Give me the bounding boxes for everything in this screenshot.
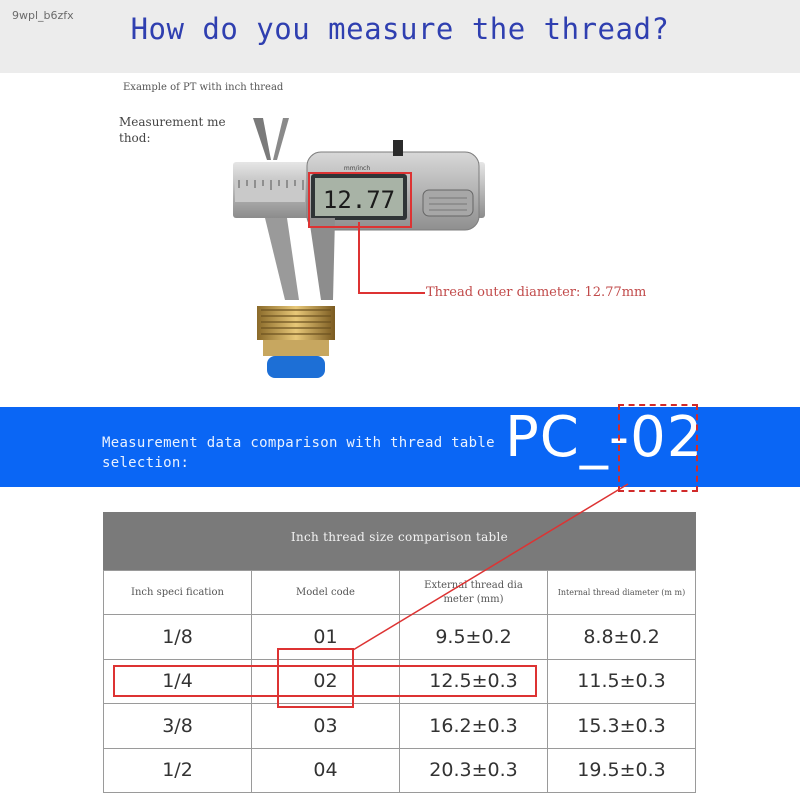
page-title: How do you measure the thread? bbox=[130, 12, 670, 46]
outer-diameter-callout: Thread outer diameter: 12.77mm bbox=[426, 285, 647, 300]
cell-model-code: 04 bbox=[252, 748, 400, 793]
cell-internal-diameter: 11.5±0.3 bbox=[548, 659, 696, 704]
cell-internal-diameter: 8.8±0.2 bbox=[548, 615, 696, 660]
cell-external-diameter: 9.5±0.2 bbox=[400, 615, 548, 660]
cell-inch-spec: 3/8 bbox=[104, 704, 252, 749]
cell-internal-diameter: 15.3±0.3 bbox=[548, 704, 696, 749]
header-external-diameter: External thread dia meter (mm) bbox=[400, 571, 548, 615]
cell-model-code: 03 bbox=[252, 704, 400, 749]
cell-external-diameter: 20.3±0.3 bbox=[400, 748, 548, 793]
caliper-unit-mark: mm/inch bbox=[343, 165, 371, 172]
cell-inch-spec: 1/2 bbox=[104, 748, 252, 793]
cell-inch-spec: 1/8 bbox=[104, 615, 252, 660]
table-title: Inch thread size comparison table bbox=[103, 512, 696, 570]
watermark: 9wpl_b6zfx bbox=[12, 9, 74, 22]
cell-external-diameter: 12.5±0.3 bbox=[400, 659, 548, 704]
cell-external-diameter: 16.2±0.3 bbox=[400, 704, 548, 749]
header-model-code: Model code bbox=[252, 571, 400, 615]
method-label: Measurement me thod: bbox=[119, 115, 226, 145]
example-caption: Example of PT with inch thread bbox=[123, 82, 284, 93]
band-text: Measurement data comparison with thread table selection: bbox=[102, 435, 495, 471]
cell-inch-spec: 1/4 bbox=[104, 659, 252, 704]
caliper-reading: 12.77 bbox=[322, 186, 396, 214]
header-inch-spec: Inch speci fication bbox=[104, 571, 252, 615]
cell-internal-diameter: 19.5±0.3 bbox=[548, 748, 696, 793]
header-internal-diameter: Internal thread diameter (m m) bbox=[548, 571, 696, 615]
cell-model-code: 01 bbox=[252, 615, 400, 660]
cell-model-code: 02 bbox=[252, 659, 400, 704]
model-code: PC_-02 bbox=[505, 405, 704, 470]
